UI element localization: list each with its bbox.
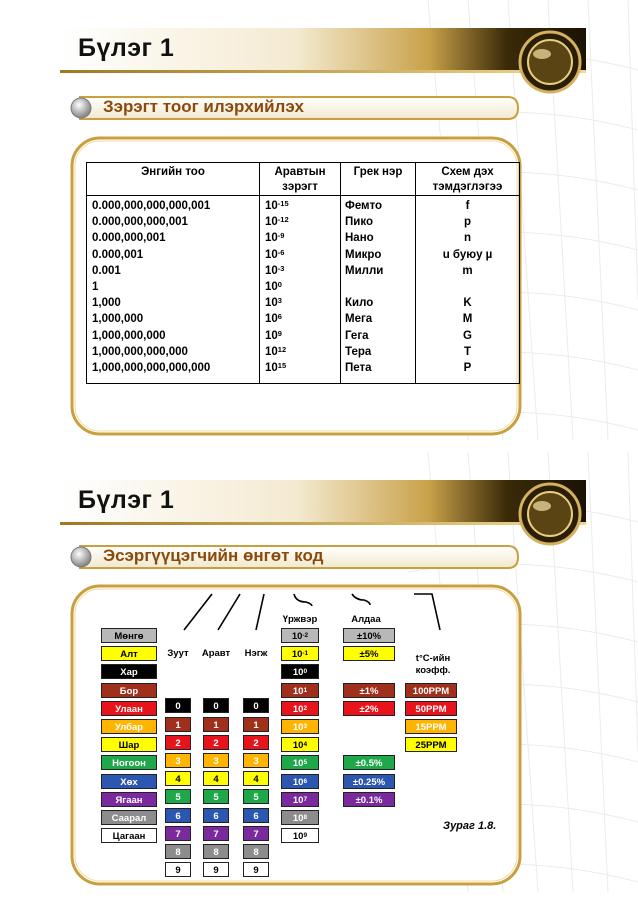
multiplier-base: 10 xyxy=(292,758,304,770)
power-base: 10 xyxy=(265,281,278,293)
power-cell xyxy=(265,247,339,263)
color-name-1: Алт xyxy=(101,646,157,661)
schematic-symbol-cell: M xyxy=(462,313,473,326)
power-cell xyxy=(265,263,339,279)
plain-number-cell: 0.000,001 xyxy=(92,248,144,261)
greek-name-cell: Пета xyxy=(345,362,372,374)
digit2-band: 6 xyxy=(203,808,229,823)
power-exponent: -15 xyxy=(277,199,289,208)
digit2-band: 1 xyxy=(203,717,229,732)
slide-1 xyxy=(0,0,638,450)
multiplier-exponent: 5 xyxy=(303,759,308,767)
multiplier-exponent: 0 xyxy=(303,668,308,676)
power-exponent: 9 xyxy=(277,328,282,338)
power-base: 10 xyxy=(265,216,278,229)
power-cell xyxy=(265,328,339,344)
power-exponent: 3 xyxy=(277,296,282,306)
digit2-band: 2 xyxy=(203,735,229,750)
multiplier-exponent: -2 xyxy=(302,632,309,639)
schematic-symbol-cell: u буюу µ xyxy=(442,248,493,261)
multiplier-band xyxy=(281,737,319,752)
tolerance-band: ±0.1% xyxy=(343,792,395,807)
digit1-band: 4 xyxy=(165,771,191,786)
multiplier-base: 10 xyxy=(292,740,304,752)
power-cell xyxy=(265,344,339,360)
multiplier-exponent: -1 xyxy=(302,650,309,658)
schematic-symbol-cell: f xyxy=(465,200,470,212)
digit3-band: 6 xyxy=(243,808,269,823)
tempco-band: 100PPM xyxy=(405,683,457,698)
multiplier-exponent: 8 xyxy=(303,814,308,821)
digit3-band: 5 xyxy=(243,789,269,804)
tempco-band: 25PPM xyxy=(405,737,457,752)
power-cell xyxy=(265,198,339,214)
schematic-symbol-cell: G xyxy=(463,329,472,342)
greek-name-cell: Кило xyxy=(345,297,374,310)
multiplier-base: 10 xyxy=(292,831,304,843)
band-leader-lines xyxy=(160,592,450,632)
power-cell xyxy=(265,279,339,295)
plain-number-cell: 1,000,000 xyxy=(92,313,144,326)
greek-name-cell: Микро xyxy=(345,248,382,261)
multiplier-band xyxy=(281,828,319,843)
power-cell xyxy=(265,311,339,327)
power-exponent: 6 xyxy=(277,312,282,322)
section-subtitle: Зэрэгт тоог илэрхийлэх xyxy=(103,97,304,116)
header-greek-name: Грек нэр xyxy=(353,166,403,178)
multiplier-band xyxy=(281,810,319,825)
multiplier-base: 10 xyxy=(292,667,304,679)
plain-number-cell: 0.000,000,000,001 xyxy=(92,216,188,229)
tempco-band: 50PPM xyxy=(405,701,457,716)
color-name-0: Мөнгө xyxy=(101,628,157,643)
digit3-band: 2 xyxy=(243,735,269,750)
multiplier-band xyxy=(281,774,319,789)
multiplier-band xyxy=(281,701,319,716)
digit2-band: 9 xyxy=(203,862,229,877)
multiplier-exponent: 6 xyxy=(303,777,308,785)
multiplier-band xyxy=(281,628,319,643)
multiplier-exponent: 2 xyxy=(303,704,308,712)
power-base: 10 xyxy=(265,297,278,310)
power-exponent: -3 xyxy=(277,263,285,273)
digit1-band: 3 xyxy=(165,753,191,768)
digit2-band: 3 xyxy=(203,753,229,768)
multiplier-base: 10 xyxy=(292,776,304,788)
section-subtitle: Эсэргүүцэгчийн өнгөт код xyxy=(103,546,324,565)
power-cell xyxy=(265,360,339,376)
multiplier-exponent: 9 xyxy=(303,832,308,840)
greek-name-cell: Пико xyxy=(345,216,373,229)
schematic-symbol-cell: p xyxy=(463,216,472,229)
figure-caption: Зураг 1.8. xyxy=(443,820,497,832)
tolerance-band: ±5% xyxy=(343,646,395,661)
schematic-symbol-cell: T xyxy=(463,345,472,358)
multiplier-exponent: 4 xyxy=(303,741,308,749)
greek-name-cell xyxy=(345,279,415,295)
multiplier-band xyxy=(281,664,319,679)
tolerance-band: ±0.5% xyxy=(343,755,395,770)
tempco-band: 15PPM xyxy=(405,719,457,734)
schematic-symbol-cell: m xyxy=(462,264,473,277)
multiplier-band xyxy=(281,646,319,661)
power-base: 10 xyxy=(265,232,278,245)
digit3-band: 3 xyxy=(243,753,269,768)
digit1-band: 0 xyxy=(165,698,191,713)
header-schematic-symbol: Схем дэх тэмдэглэгээ xyxy=(432,166,503,193)
power-base: 10 xyxy=(265,248,278,261)
power-base: 10 xyxy=(265,329,278,342)
multiplier-base: 10 xyxy=(292,685,304,697)
color-name-6: Шар xyxy=(101,737,157,752)
schematic-symbol-cell: P xyxy=(463,362,472,374)
greek-name-cell: Мега xyxy=(345,313,373,326)
digit3-band: 7 xyxy=(243,826,269,841)
column-label-tolerance: Алдаа xyxy=(351,614,381,625)
greek-name-cell: Гега xyxy=(345,329,369,342)
header-plain-number: Энгийн тоо xyxy=(141,166,205,178)
chapter-title: Бүлэг 1 xyxy=(78,34,175,62)
multiplier-band xyxy=(281,755,319,770)
color-name-3: Бор xyxy=(101,683,157,698)
power-base: 10 xyxy=(265,313,278,326)
schematic-symbol-cell xyxy=(416,279,519,295)
digit3-band: 9 xyxy=(243,862,269,877)
digit1-band: 8 xyxy=(165,844,191,859)
column-label-digit1: Зуут xyxy=(167,648,189,659)
digit3-band: 8 xyxy=(243,844,269,859)
power-exponent: 0 xyxy=(277,280,282,289)
greek-name-cell: Милли xyxy=(345,264,384,277)
schematic-symbol-cell: K xyxy=(463,297,472,310)
digit2-band: 8 xyxy=(203,844,229,859)
plain-number-cell: 1,000,000,000,000,000 xyxy=(92,362,211,374)
tolerance-band: ±0.25% xyxy=(343,774,395,789)
multiplier-base: 10 xyxy=(291,649,303,661)
slide-2 xyxy=(0,452,638,902)
power-exponent: -6 xyxy=(277,247,285,257)
multiplier-band xyxy=(281,683,319,698)
plain-number-cell: 1,000 xyxy=(92,297,121,310)
chapter-title: Бүлэг 1 xyxy=(78,486,175,514)
multiplier-base: 10 xyxy=(291,631,303,642)
plain-number-cell: 0.000,000,000,000,001 xyxy=(92,200,211,212)
plain-number-cell: 0.001 xyxy=(92,264,121,277)
digit2-band: 4 xyxy=(203,771,229,786)
power-exponent: 15 xyxy=(277,361,287,370)
digit3-band: 4 xyxy=(243,771,269,786)
power-cell xyxy=(265,214,339,230)
power-base: 10 xyxy=(265,345,278,358)
plain-number-cell: 1,000,000,000,000 xyxy=(92,345,188,358)
multiplier-base: 10 xyxy=(292,722,304,733)
digit2-band: 5 xyxy=(203,789,229,804)
multiplier-exponent: 1 xyxy=(303,686,308,694)
greek-name-cell: Нано xyxy=(345,232,374,245)
digit1-band: 5 xyxy=(165,789,191,804)
digit1-band: 1 xyxy=(165,717,191,732)
schematic-symbol-cell: n xyxy=(463,232,472,245)
color-name-2: Хар xyxy=(101,664,157,679)
power-exponent: -12 xyxy=(277,215,289,225)
powers-of-ten-table xyxy=(86,162,520,384)
column-label-tempco: t°C-ийн коэфф. xyxy=(415,653,451,676)
power-base: 10 xyxy=(265,200,278,212)
digit1-band: 9 xyxy=(165,862,191,877)
tolerance-band: ±1% xyxy=(343,683,395,698)
digit2-band: 0 xyxy=(203,698,229,713)
plain-number-cell: 0.000,000,001 xyxy=(92,232,166,245)
power-exponent: -9 xyxy=(277,231,285,241)
column-label-multiplier: Үржвэр xyxy=(282,614,318,625)
multiplier-exponent: 3 xyxy=(303,723,308,730)
tolerance-band: ±2% xyxy=(343,701,395,716)
digit1-band: 6 xyxy=(165,808,191,823)
multiplier-band xyxy=(281,792,319,807)
digit1-band: 7 xyxy=(165,826,191,841)
column-label-digit3: Нэгж xyxy=(244,648,268,659)
power-cell xyxy=(265,295,339,311)
color-name-7: Ногоон xyxy=(101,755,157,770)
multiplier-base: 10 xyxy=(292,703,304,715)
tolerance-band: ±10% xyxy=(343,628,395,643)
color-name-5: Улбар xyxy=(101,719,157,734)
multiplier-base: 10 xyxy=(292,794,304,806)
greek-name-cell: Фемто xyxy=(345,200,383,212)
color-name-10: Саарал xyxy=(101,810,157,825)
power-base: 10 xyxy=(265,362,278,374)
header-decimal-power: Аравтын зэрэгт xyxy=(274,166,326,193)
column-label-digit2: Аравт xyxy=(201,648,231,659)
digit1-band: 2 xyxy=(165,735,191,750)
digit2-band: 7 xyxy=(203,826,229,841)
greek-name-cell: Тера xyxy=(345,345,372,358)
digit3-band: 1 xyxy=(243,717,269,732)
multiplier-exponent: 7 xyxy=(303,795,308,803)
color-name-4: Улаан xyxy=(101,701,157,716)
power-base: 10 xyxy=(265,264,278,277)
multiplier-base: 10 xyxy=(292,813,304,824)
multiplier-band xyxy=(281,719,319,734)
color-name-8: Хөх xyxy=(101,774,157,789)
plain-number-cell: 1,000,000,000 xyxy=(92,329,166,342)
color-name-9: Ягаан xyxy=(101,792,157,807)
power-exponent: 12 xyxy=(277,344,287,354)
color-name-11: Цагаан xyxy=(101,828,157,843)
plain-number-cell: 1 xyxy=(92,281,99,293)
digit3-band: 0 xyxy=(243,698,269,713)
power-cell xyxy=(265,230,339,246)
